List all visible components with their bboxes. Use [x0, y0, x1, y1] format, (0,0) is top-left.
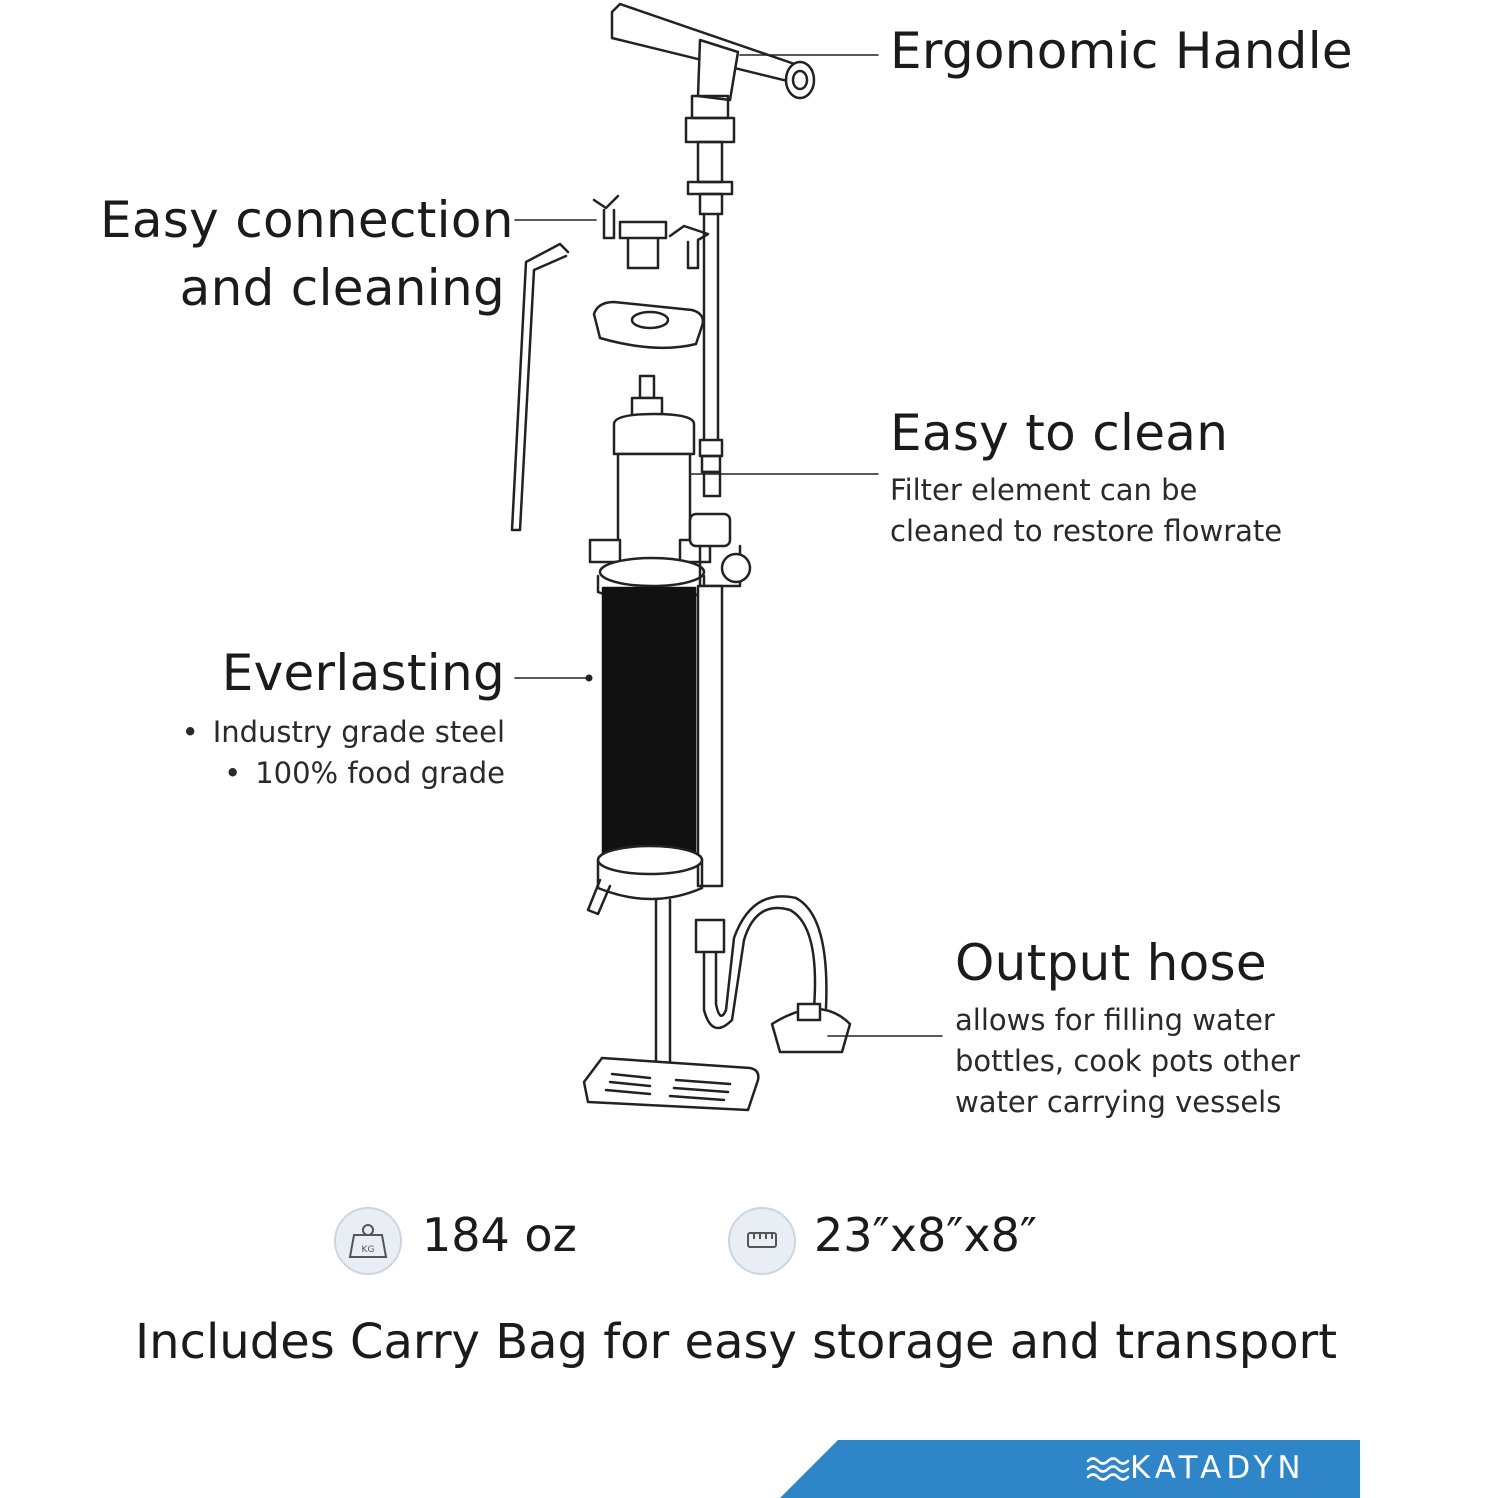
weight-value: 184 oz [422, 1208, 577, 1262]
callout-easy-to-clean [890, 404, 1282, 552]
side-cylinder [690, 514, 750, 886]
callout-output-hose-desc2: bottles, cook pots other [955, 1044, 1300, 1078]
foot-plate [584, 1058, 758, 1110]
weight-kg-icon [334, 1207, 402, 1275]
ruler-icon [728, 1207, 796, 1275]
callout-output-hose-title: Output hose [955, 934, 1267, 992]
callout-easy-to-clean-desc2: cleaned to restore flowrate [890, 514, 1283, 548]
callout-everlasting-bullet-1: • Industry grade steel [100, 712, 505, 753]
lower-clamp [588, 846, 702, 914]
callout-everlasting-title: Everlasting [221, 644, 505, 702]
callout-everlasting-bullet-2: • 100% food grade [100, 753, 505, 794]
callout-easy-connection [100, 186, 514, 322]
callout-easy-connection-line1: Easy connection [100, 191, 514, 249]
callout-output-hose-desc3: water carrying vessels [955, 1085, 1282, 1119]
callout-everlasting [100, 644, 505, 794]
callout-easy-connection-line2: and cleaning [179, 259, 505, 317]
weight-icon-label: KG [361, 1245, 375, 1255]
callout-output-hose [955, 934, 1300, 1123]
output-hose-part [696, 896, 850, 1052]
stand-pole [656, 900, 670, 1080]
filter-housing [603, 588, 695, 858]
callout-easy-to-clean-desc1: Filter element can be [890, 473, 1198, 507]
carry-bag-text: Includes Carry Bag for easy storage and transport [135, 1314, 1338, 1370]
brand-logo: KATADYN [1130, 1450, 1306, 1486]
connector-parts [594, 196, 708, 268]
loose-tube [512, 244, 568, 530]
filter-element [614, 376, 694, 564]
callout-easy-to-clean-title: Easy to clean [890, 404, 1229, 462]
lid-part [594, 302, 703, 348]
waves-icon [1086, 1454, 1132, 1482]
handle-part [612, 4, 814, 182]
callout-ergonomic-handle: Ergonomic Handle [890, 22, 1353, 80]
dimensions-value: 23″x8″x8″ [814, 1208, 1038, 1262]
callout-output-hose-desc1: allows for filling water [955, 1003, 1275, 1037]
